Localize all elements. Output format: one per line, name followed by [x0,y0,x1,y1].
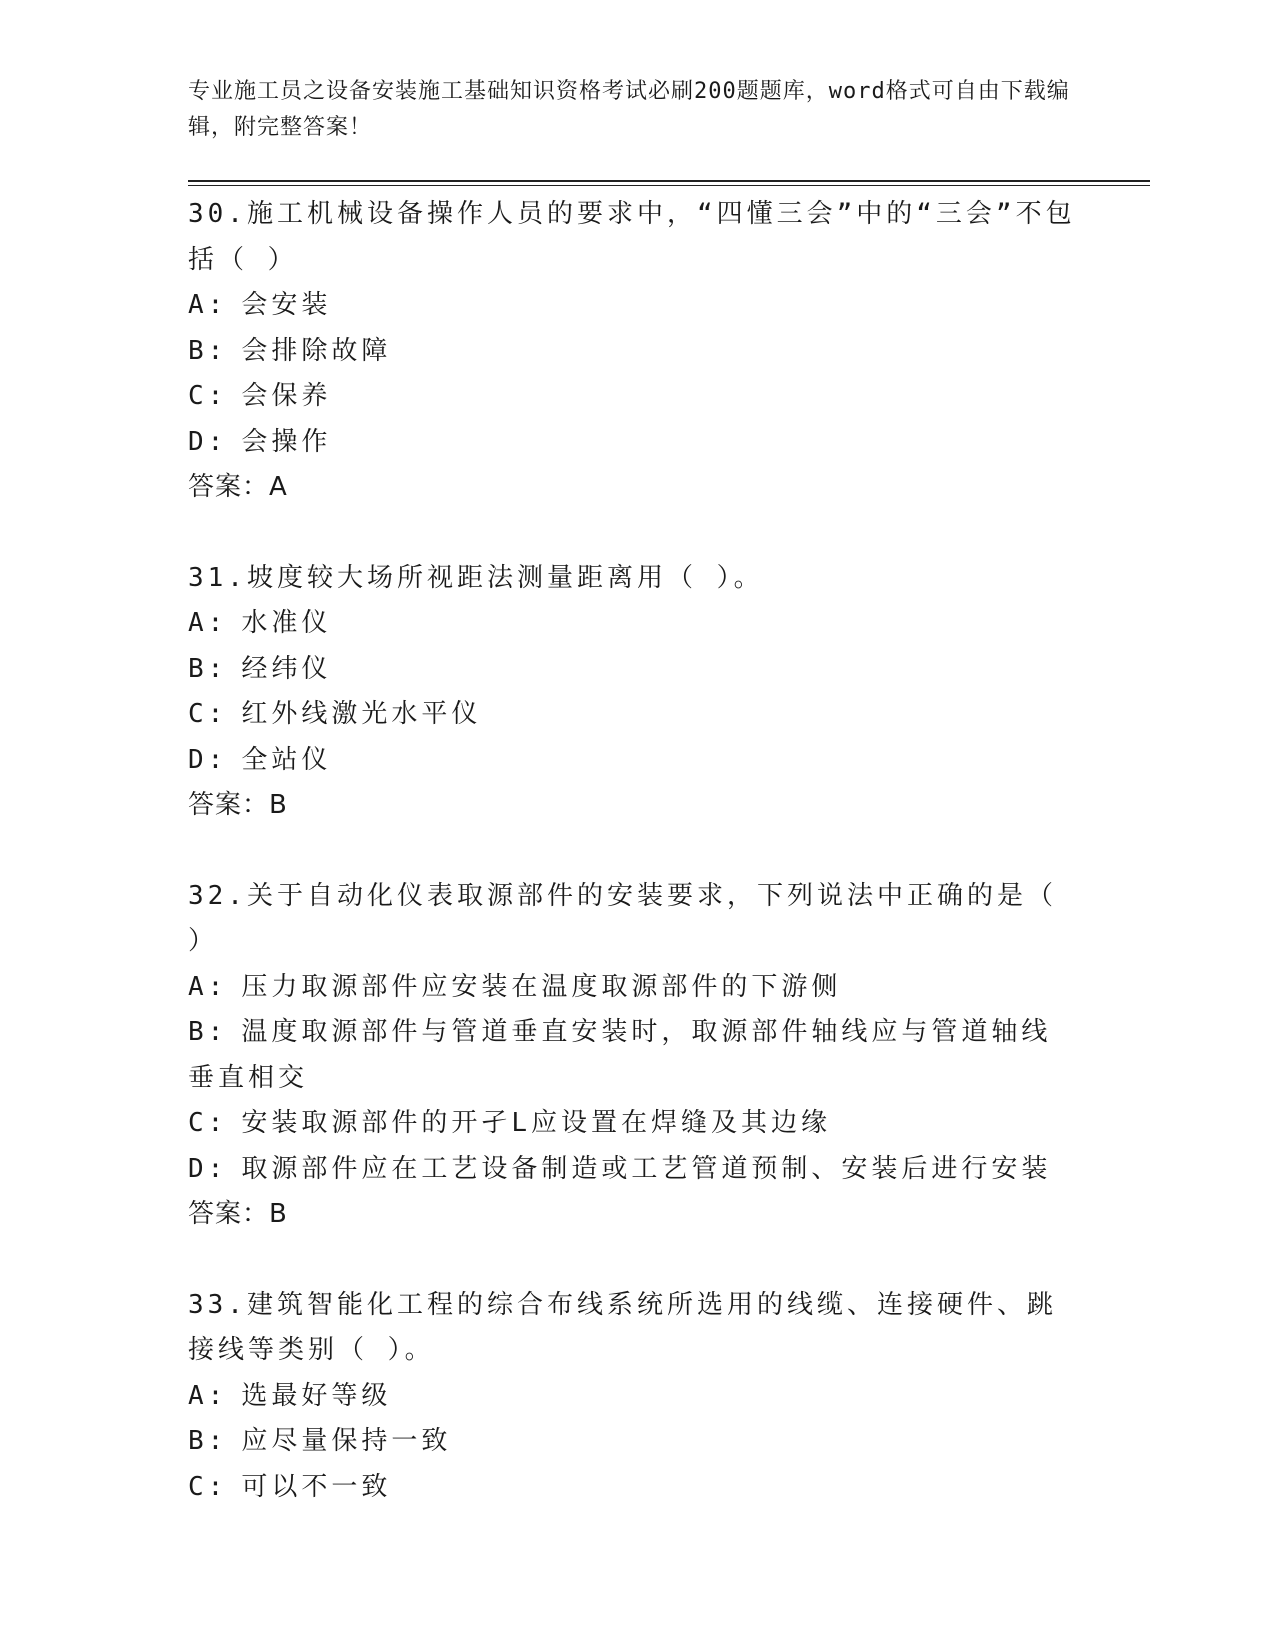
question-stem: 32.关于自动化仪表取源部件的安装要求，下列说法中正确的是（ ） [188,880,1057,956]
option-text: 会安装 [241,290,332,320]
option-text: 温度取源部件与管道垂直安装时，取源部件轴线应与管道轴线垂直相交 [188,1017,1052,1093]
question-31 [188,556,1078,829]
option-letter: A: [188,608,228,638]
option-text: 会保养 [241,381,332,411]
option-letter: B: [188,653,228,684]
option-letter: D: [188,1153,228,1184]
option-text: 可以不一致 [241,1471,392,1502]
option-b [188,647,1078,693]
question-32 [188,874,1078,1238]
option-letter: B: [188,1017,228,1047]
option-letter: C: [188,1108,228,1138]
question-stem: 33.建筑智能化工程的综合布线系统所选用的线缆、连接硬件、跳接线等类别（ ）。 [188,1289,1057,1365]
option-text: 取源部件应在工艺设备制造或工艺管道预制、安装后进行安装 [241,1153,1052,1184]
option-text: 压力取源部件应安装在温度取源部件的下游侧 [241,971,842,1002]
option-letter: D: [188,744,228,775]
option-d [188,420,1078,466]
option-c [188,374,1078,420]
option-a [188,965,1078,1011]
header-divider-thick [188,180,1150,182]
option-b [188,1419,1078,1465]
option-text: 会排除故障 [241,335,392,366]
option-letter: A: [188,971,228,1002]
answer-line: 答案：B [188,790,288,820]
option-a [188,601,1078,647]
answer-line: 答案：A [188,472,288,502]
option-b [188,329,1078,375]
option-text: 会操作 [241,426,332,457]
question-stem: 31.坡度较大场所视距法测量距离用（ ）。 [188,562,764,593]
question-33 [188,1283,1078,1511]
option-text: 水准仪 [241,608,332,638]
option-letter: A: [188,290,228,320]
option-text: 全站仪 [241,744,332,775]
option-letter: B: [188,1426,228,1456]
header-divider-thin [188,185,1150,186]
option-b [188,1010,1078,1101]
option-c [188,1101,1078,1147]
question-30 [188,192,1078,511]
option-a [188,1374,1078,1420]
document-header: 专业施工员之设备安装施工基础知识资格考试必刷200题题库，word格式可自由下载编辑，附完整答案！ [188,79,1070,140]
option-text: 红外线激光水平仪 [241,699,482,729]
option-c [188,1465,1078,1511]
option-letter: A: [188,1380,228,1411]
option-a [188,283,1078,329]
option-c [188,692,1078,738]
option-letter: C: [188,699,228,729]
option-text: 应尽量保持一致 [241,1426,452,1456]
question-stem: 30.施工机械设备操作人员的要求中，“四懂三会”中的“三会”不包括（ ） [188,199,1076,275]
option-text: 安装取源部件的开孑L应设置在焊缝及其边缘 [241,1108,831,1138]
option-letter: C: [188,1471,228,1502]
question-list [188,192,1078,1555]
answer-line: 答案：B [188,1199,288,1229]
option-letter: D: [188,426,228,457]
option-text: 选最好等级 [241,1380,392,1411]
option-d [188,1147,1078,1193]
option-d [188,738,1078,784]
option-letter: C: [188,381,228,411]
option-letter: B: [188,335,228,366]
option-text: 经纬仪 [241,653,332,684]
